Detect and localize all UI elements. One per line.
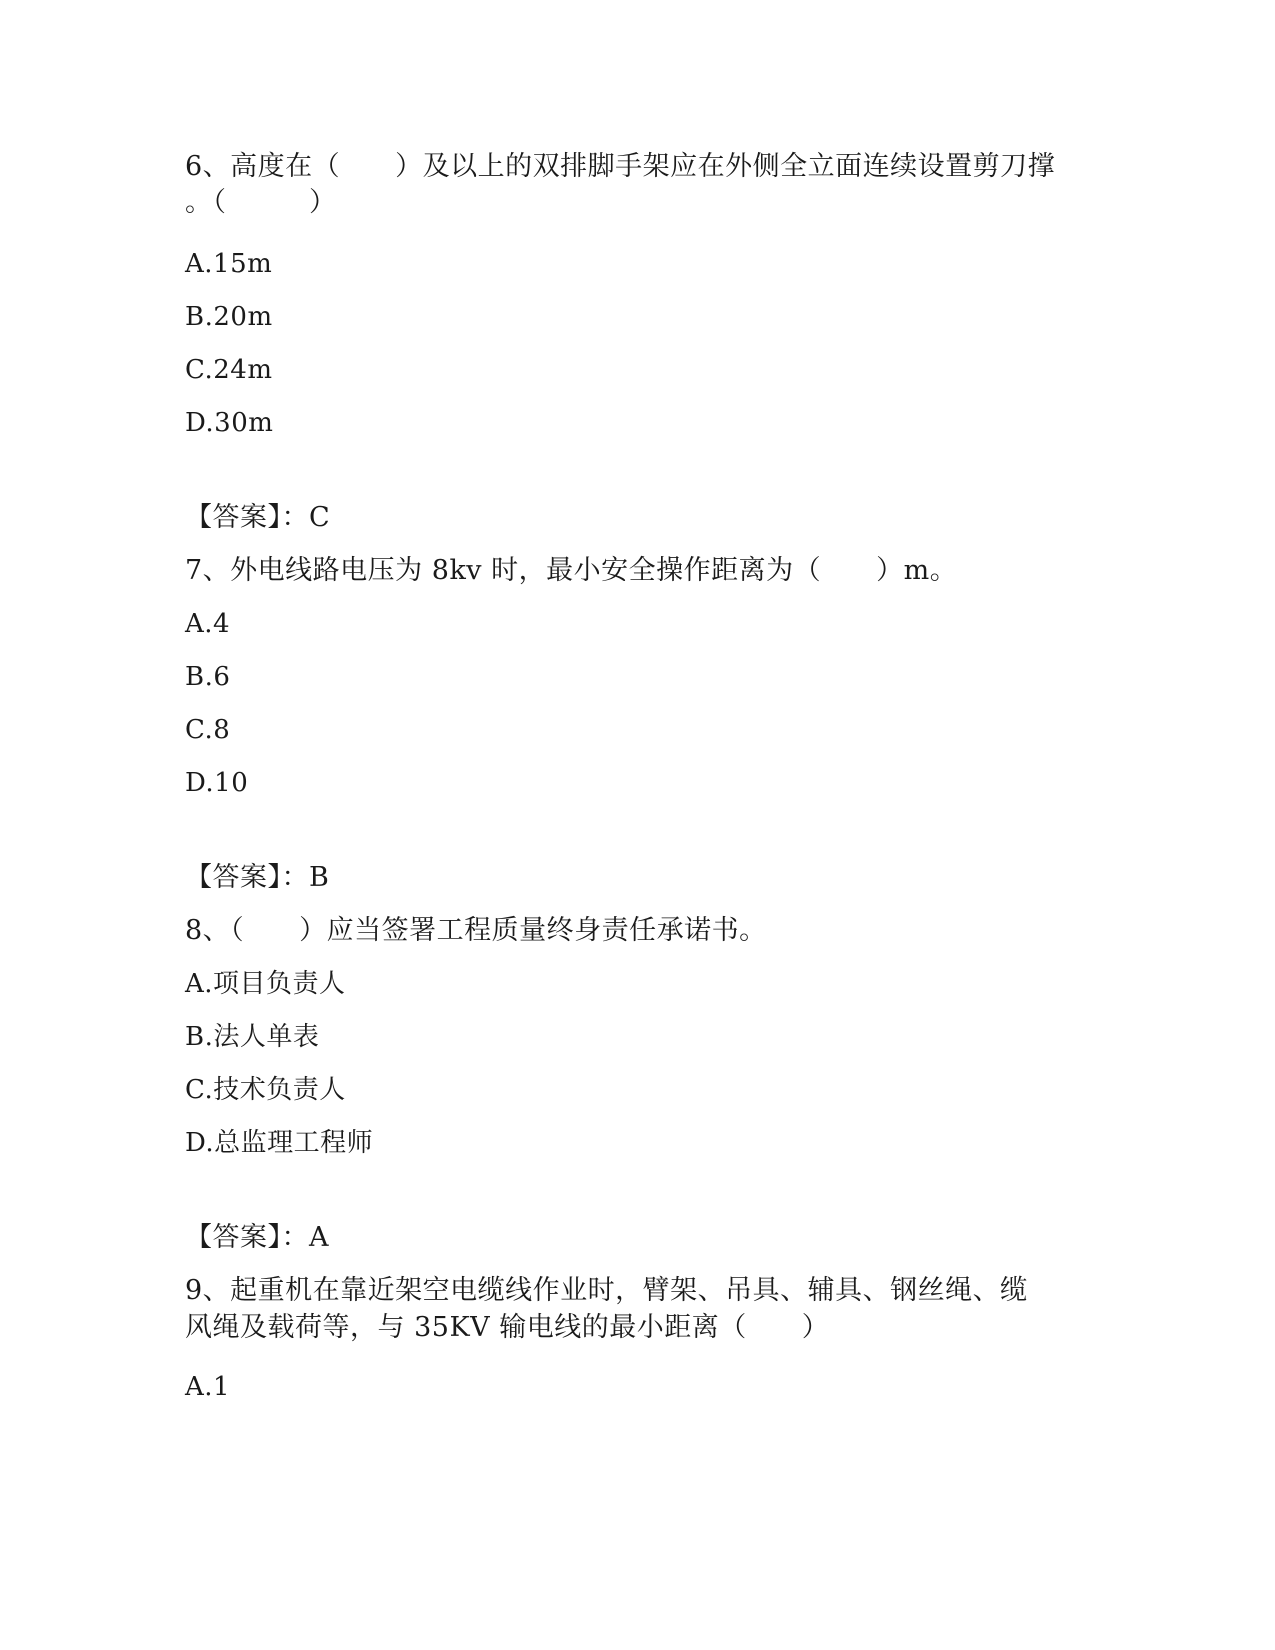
question-6-option-d: D.30m xyxy=(185,408,274,438)
question-7-option-c: C.8 xyxy=(185,715,231,745)
question-8-option-a: A.项目负责人 xyxy=(185,969,346,999)
question-9-stem-line-1: 9、起重机在靠近架空电缆线作业时，臂架、吊具、辅具、钢丝绳、缆 xyxy=(185,1275,1028,1306)
question-8-stem-line-1: 8、（ ）应当签署工程质量终身责任承诺书。 xyxy=(185,915,767,946)
question-6-stem-line-1: 6、高度在（ ）及以上的双排脚手架应在外侧全立面连续设置剪刀撑 xyxy=(185,151,1056,182)
question-9-stem-line-2: 风绳及载荷等，与 35KV 输电线的最小距离（ ） xyxy=(185,1312,830,1343)
question-8-option-c: C.技术负责人 xyxy=(185,1075,346,1105)
question-7-option-a: A.4 xyxy=(185,609,231,639)
question-6-stem-line-2: 。（ ） xyxy=(185,187,337,218)
question-9-option-a: A.1 xyxy=(185,1372,231,1402)
question-6-option-c: C.24m xyxy=(185,355,273,385)
question-6-option-b: B.20m xyxy=(185,302,273,332)
question-6-answer: 【答案】：C xyxy=(185,502,331,533)
question-6-option-a: A.15m xyxy=(185,249,273,279)
question-7-option-d: D.10 xyxy=(185,768,249,798)
question-7-option-b: B.6 xyxy=(185,662,231,692)
question-7-stem-line-1: 7、外电线路电压为 8kv 时，最小安全操作距离为（ ）m。 xyxy=(185,555,958,586)
question-8-answer: 【答案】：A xyxy=(185,1222,329,1253)
question-7-answer: 【答案】：B xyxy=(185,862,330,893)
question-8-option-b: B.法人单表 xyxy=(185,1022,320,1052)
question-8-option-d: D.总监理工程师 xyxy=(185,1128,374,1158)
